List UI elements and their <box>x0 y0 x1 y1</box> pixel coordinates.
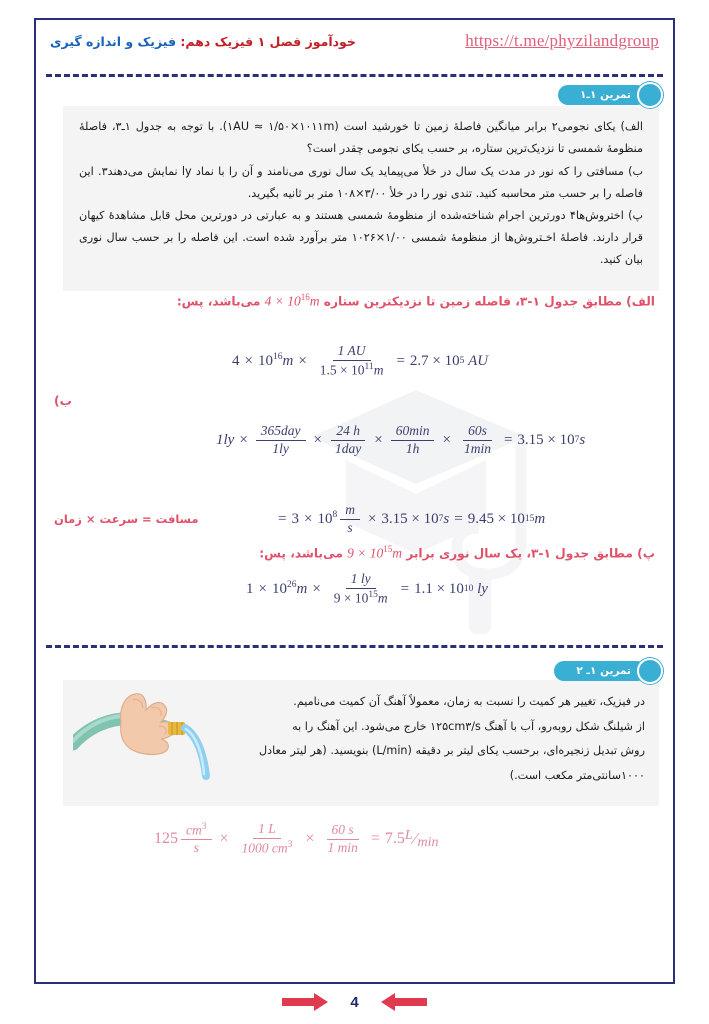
eq-c-result: 1.1 × 10 <box>414 580 464 597</box>
eq-b2-unit-fraction <box>340 503 360 536</box>
eq-b2-mid-unit: s <box>443 510 450 527</box>
eq-b1-result-exp: 7 <box>574 435 580 446</box>
eq-b1-f1-bot: 1ly <box>272 440 289 456</box>
eq-b1-f1-top: 365day <box>256 424 306 441</box>
answer-a-text-1: الف) مطابق جدول ۱-۳، فاصله زمین تا نزدیکترین ستاره <box>319 294 655 309</box>
arrow-left-icon[interactable] <box>381 992 427 1012</box>
eq-a-lead-power: $10^{16}$ <box>257 352 283 370</box>
eq-b2-unit-top: m <box>340 503 360 520</box>
eq-b2-lead-power: $10^8$ <box>317 510 338 528</box>
question-2-line-3: روش تبدیل زنجیره‌ای، برحسب یکای لیتر بر دقیقه (L/min) بنویسید. (هر لیتر معادل <box>258 744 645 758</box>
eq-b2-mid: 3.15 × 10 <box>381 510 439 527</box>
equation-b2: = 3 × $10^8$ $\frac{m}{s}$ × 3.15 × 10 7 s = 9.45 × 10 15 m <box>278 502 546 535</box>
chapter-title-blue: فیزیک و اندازه گیری <box>50 33 181 49</box>
eq2-f1-bot-exp: 3 <box>287 839 293 850</box>
eq-b1-f4-bot: 1min <box>463 440 491 456</box>
eq-a-frac-bot-exp: 11 <box>364 361 374 372</box>
question-2-line-1: در فیزیک، تغییر هر کمیت را نسبت به زمان، معمولاً آهنگ آن کمیت می‌نامیم. <box>293 695 645 708</box>
exercise-1-tag-label: تمرین ۱ـ۱ <box>558 85 647 105</box>
eq-b2-lead-num: 3 <box>291 510 299 527</box>
eq2-unit-bot: s <box>193 840 199 856</box>
eq2-f2-top: 60 s <box>327 823 359 840</box>
eq2-f1-bot <box>237 839 298 856</box>
exercise-1-question-text <box>63 106 659 271</box>
telegram-link[interactable]: https://t.me/phyzilandgroup <box>465 31 659 50</box>
eq2-lead-num: 125 <box>154 830 178 848</box>
eq2-result-unit: L ⁄ min <box>404 828 439 851</box>
exercise-1-question-panel <box>63 106 659 291</box>
eq-a-result-unit: AU <box>468 352 489 369</box>
answer-a-heading <box>177 292 655 310</box>
eq-a-lead-exp: 16 <box>272 352 283 363</box>
question-1-part-c: پ) اختروش‌ها۴ دورترین اجرام شناخته‌شده از منظومۀ شمسی هستند و به عبارتی در دورترین محل قابل مشاهدۀ کیهان قرار دارند. فاصلۀ اخـتروش‌ها از منظومۀ شمسی ۱/۰۰×۱۰۲۶ متر برآورد شده است. این فاصله را بر حسب سال نوری بیان کنید. <box>79 209 644 267</box>
question-2-line-2: از شیلنگ شکل روبه‌رو، آب با آهنگ ۱۲۵cm۳/s خارج می‌شود. این آهنگ را به <box>292 719 645 733</box>
exercise-2-tag <box>554 658 663 684</box>
exercise-1-tag <box>558 82 663 108</box>
exercise-tag-circle-icon-2 <box>637 658 663 684</box>
eq-a-lead-unit: m <box>282 352 294 369</box>
eq-b1-fraction-1 <box>256 424 306 457</box>
eq-c-frac-bot-exp: 15 <box>368 589 378 600</box>
eq2-f1-top: 1 L <box>253 822 281 839</box>
eq-b1-f4-top: 60s <box>463 424 492 441</box>
header-divider <box>46 74 663 77</box>
eq-c-lead-exp: 26 <box>286 580 297 591</box>
equation-b1: 1ly × $\frac{\text{365day}}{1ly}$ × $\frac{24 h}{\text{1day}}$ × $\frac{60\min}{1h}$ × $\frac{60s}{1\min}$ = 3.15 × 10 7 s <box>216 423 586 456</box>
eq-b2-lead-exp: 8 <box>332 510 338 521</box>
eq-b1-fraction-3 <box>391 424 435 457</box>
eq-a-frac-top: 1 AU <box>333 344 371 361</box>
eq-b2-result-exp: 15 <box>524 514 535 525</box>
answer-c-heading <box>259 544 655 562</box>
eq-a-fraction <box>315 344 389 378</box>
page-header <box>36 20 673 62</box>
eq-b2-mid-exp: 7 <box>438 514 444 525</box>
eq-b1-result: 3.15 × 10 <box>517 431 575 448</box>
answer-a-text-2: می‌باشد، پس: <box>176 294 265 309</box>
eq2-fraction-2 <box>322 823 362 856</box>
eq-a-lead-number: 4 <box>232 352 240 369</box>
question-2-line-4: ۱۰۰۰سانتی‌متر مکعب است.) <box>509 768 645 782</box>
eq-c-lead-unit: m <box>296 580 308 597</box>
eq-b2-unit-bot: s <box>347 519 353 535</box>
eq-c-result-unit: ly <box>477 580 488 597</box>
answer-a-inline-math: $4 \times 10^{16}m$ <box>264 292 320 309</box>
eq-c-frac-top: 1 ly <box>346 572 376 589</box>
page-frame <box>34 18 675 984</box>
eq-c-lead-num: 1 <box>246 580 254 597</box>
exercise-2-tag-label: تمرین ۱ـ ۲ <box>554 661 647 681</box>
eq-c-frac-bot-unit: m <box>377 590 388 606</box>
answer-b-label: ب) <box>54 394 72 408</box>
eq-b1-result-unit: s <box>579 431 586 448</box>
eq2-fraction-1 <box>237 822 298 856</box>
arrow-right-icon[interactable] <box>282 992 328 1012</box>
eq-a-frac-bot-num: 1.5 × 10 <box>319 362 365 378</box>
question-1-part-b: ب) مسافتی را که نور در مدت یک سال در خلأ می‌پیماید یک سال نوری می‌نامند و آن را با نماد ly نمایش می‌دهند۳. این فاصله را بر حسب متر محاسبه کنید. تندی نور را در خلأ ۳/۰۰×۱۰۸ متر بر ثانیه بگیرید. <box>79 164 643 200</box>
eq-c-fraction <box>329 572 393 606</box>
equation-exercise-2: 125 $\frac{cm^3}{s}$ × $\frac{1 L}{1000 cm^3}$ × $\frac{60 s}{1 \min}$ = 7.5 L ⁄ min <box>154 821 439 856</box>
answer-c-text-1: پ) مطابق جدول ۱-۳، یک سال نوری برابر <box>402 546 655 561</box>
answer-c-inline-math: $9 \times 10^{15}m$ <box>347 544 403 561</box>
eq-b1-lead: 1ly <box>216 431 235 448</box>
eq2-unit-top-text: cm <box>186 822 202 838</box>
exercise-2-question-panel <box>63 680 659 806</box>
eq2-f1-bot-text: 1000 cm <box>241 840 288 856</box>
page-number: 4 <box>350 993 359 1011</box>
question-1-part-a: الف) یکای نجومی۲ برابر میانگین فاصلۀ زمین تا خورشید است (۱AU ≈ ۱/۵۰×۱۰۱۱m). با توجه به جدول ۱ـ۳، فاصلۀ منظومۀ شمسی تا نزدیک‌ترین ستاره، بر حسب یکای نجومی چقدر است؟ <box>79 120 643 155</box>
eq2-result-unit-top: L <box>404 828 413 844</box>
equation-c: 1 × $10^{26}$ m × $\frac{1 ly}{9 \times 10^{15}m}$ = 1.1 × 10 10 ly <box>246 571 488 606</box>
eq2-unit-top <box>181 822 212 840</box>
eq-a-result: 2.7 × 10 <box>409 352 460 369</box>
eq-b1-f2-bot: 1day <box>335 440 362 456</box>
eq-b2-result-unit: m <box>534 510 546 527</box>
eq-b1-f3-bot: 1h <box>405 440 420 456</box>
eq-b1-fraction-2 <box>330 424 366 457</box>
exercise-tag-circle-icon <box>637 82 663 108</box>
chapter-title-red: خودآموز فصل ۱ فیزیک دهم: <box>180 33 356 49</box>
eq-c-frac-bot-num: 9 × 10 <box>333 590 369 606</box>
eq2-unit-top-exp: 3 <box>201 822 207 832</box>
eq-b1-f3-top: 60min <box>391 424 435 441</box>
eq-c-result-exp: 10 <box>463 584 474 595</box>
section-divider <box>46 645 663 648</box>
eq2-result-unit-bot: min <box>417 835 439 851</box>
eq2-f2-bot: 1 min <box>327 839 358 855</box>
eq-b2-result: 9.45 × 10 <box>467 510 525 527</box>
eq2-result: 7.5 <box>384 830 405 848</box>
hose-illustration <box>73 686 223 794</box>
eq-a-frac-bot-unit: m <box>373 362 384 378</box>
equation-a: 4 × $10^{16}$ m × $\frac{1 AU}{1.5 \times 10^{11}m}$ = 2.7 × 10 5 AU <box>232 343 489 378</box>
eq-b1-fraction-4 <box>459 424 496 457</box>
chapter-title <box>50 34 356 49</box>
eq-c-lead-power: $10^{26}$ <box>271 580 297 598</box>
answer-c-text-2: می‌باشد، پس: <box>259 546 348 561</box>
eq-a-result-exp: 5 <box>459 356 465 367</box>
eq-c-frac-bot <box>329 589 393 606</box>
page-footer <box>0 992 709 1012</box>
eq-b1-f2-top: 24 h <box>331 424 365 441</box>
distance-formula-note: مسافت = سرعت × زمان <box>54 512 199 526</box>
eq-a-frac-bottom <box>315 361 389 378</box>
eq2-unit-fraction <box>181 822 212 856</box>
